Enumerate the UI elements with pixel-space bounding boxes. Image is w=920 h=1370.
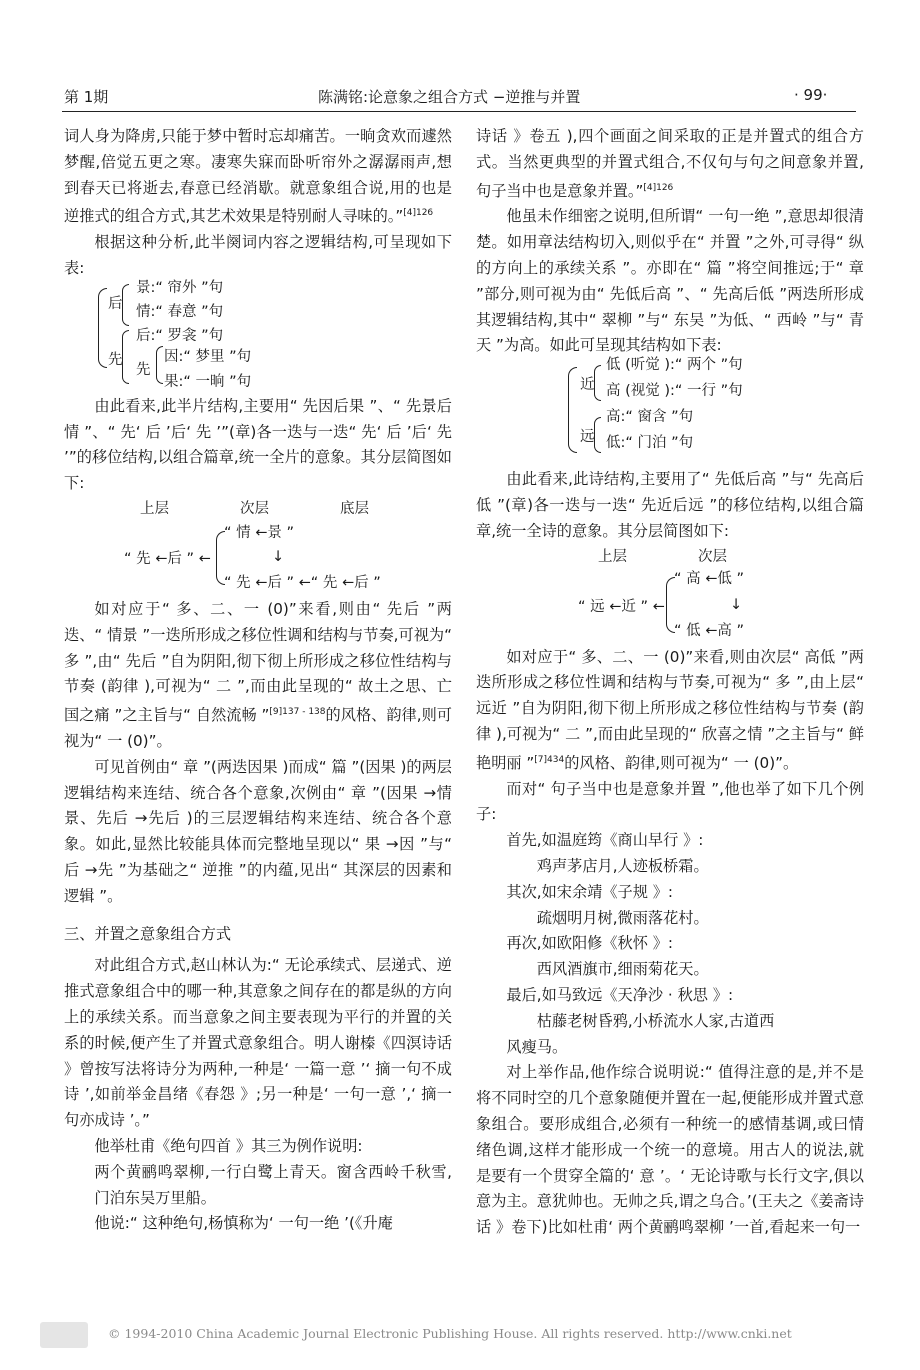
- paragraph: 他举杜甫《绝句四首 》其三为例作说明:: [94, 1137, 363, 1156]
- structure-tree: [64, 279, 452, 390]
- brace: [568, 367, 577, 453]
- layer-node: “ 远 ←近 ” ←: [578, 598, 665, 615]
- header-rule: [62, 111, 856, 112]
- example-intro: 再次,如欧阳修《秋怀 》:: [506, 934, 674, 953]
- layer-diagram: [64, 497, 452, 597]
- brace: [98, 288, 107, 368]
- tree-node: 近: [580, 377, 595, 394]
- tree-node: 远: [580, 429, 595, 446]
- layer-node: “ 低 ←高 ”: [674, 622, 745, 639]
- example-intro: 其次,如宋余靖《子规 》:: [506, 882, 674, 901]
- section-heading: 三、并置之意象组合方式: [64, 924, 232, 943]
- tree-leaf: 情:“ 春意 ”句: [136, 303, 224, 320]
- tree-leaf: 高 (视觉 ):“ 一行 ”句: [606, 383, 743, 400]
- tree-leaf: 高:“ 窗含 ”句: [606, 409, 694, 426]
- publisher-logo: [40, 1322, 88, 1348]
- brace: [156, 346, 163, 384]
- example-intro: 最后,如马致远《天净沙 · 秋思 》:: [506, 986, 734, 1005]
- brace: [122, 330, 129, 384]
- structure-tree: [476, 359, 864, 467]
- paragraph: 由此看来,此半片结构,主要用“ 先因后果 ”、“ 先景后情 ”、“ 先‘ 后 ’后‘ 先 ’”(章)各一迭与一迭“ 先‘ 后 ’后‘ 先 ’”的移位结构,以组合篇章,统一全片的意象。其分层简图如下:: [64, 396, 452, 493]
- paragraph: 词人身为降虏,只能于梦中暂时忘却痛苦。一晌贪欢而遽然梦醒,倍觉五更之寒。凄寒失寐而卧听帘外之潺潺雨声,想到春天已将逝去,春意已经消歇。就意象组合说,用的也是逆推式的组合方式,其艺术效果是特别耐人寻味的。”$^{[4]126}$: [64, 127, 452, 226]
- running-title: 陈满铭:论意象之组合方式 −逆推与并置: [318, 88, 581, 106]
- paragraph: 由此看来,此诗结构,主要用了“ 先低后高 ”与“ 先高后低 ”(章)各一迭与一迭“ 先近后远 ”的移位结构,以组合篇章,统一全诗的意象。其分层简图如下:: [476, 470, 864, 540]
- tree-node: 后: [108, 295, 123, 312]
- layer-heading: 次层: [698, 548, 727, 565]
- example-poem: 枯藤老树昏鸦,小桥流水人家,古道西: [536, 1011, 775, 1030]
- tree-leaf: 低 (听觉 ):“ 两个 ”句: [606, 357, 743, 374]
- example-intro: 首先,如温庭筠《商山早行 》:: [506, 831, 704, 850]
- page-number: · 99·: [794, 86, 828, 104]
- paragraph: 根据这种分析,此半阕词内容之逻辑结构,可呈现如下表:: [64, 233, 452, 278]
- example-poem: 西风酒旗市,细雨菊花天。: [536, 960, 709, 979]
- layer-node: “ 情 ←景 ”: [224, 525, 295, 542]
- copyright-footer: © 1994-2010 China Academic Journal Electronic Publishing House. All rights reserved. http://www.cnki.net: [108, 1326, 792, 1341]
- example-poem: 鸡声茅店月,人迹板桥霜。: [536, 857, 709, 876]
- tree-leaf: 因:“ 梦里 ”句: [164, 348, 252, 365]
- brace: [594, 417, 601, 453]
- layer-heading: 上层: [598, 548, 627, 565]
- paragraph: 可见首例由“ 章 ”(两迭因果 )而成“ 篇 ”(因果 )的两层逻辑结构来连结、统合各个意象,次例由“ 章 ”(因果 →情景、先后 →先后 )的三层逻辑结构来连结、统合各个意象。如此,显然比较能具体而完整地呈现以“ 果 →因 ”与“ 后 →先 ”为基础之“ 逆推 ”的内蕴,见出“ 其深层的因素和逻辑 ”。: [64, 757, 452, 905]
- paragraph: 如对应于“ 多、二、一 (0)”来看,则由次层“ 高低 ”两迭所形成之移位性调和结构与节奏,可视为“ 多 ”,由上层“ 远近 ”自为阴阳,彻下彻上所形成之移位性结构与节奏 (韵律 ),可视为“ 二 ”,而由此呈现的“ 欣喜之情 ”之主旨与“ 鲜艳明丽 ”$^{[7]434}$的风格、韵律,则可视为“ 一 (0)”。: [476, 647, 864, 772]
- layer-node: “ 高 ←低 ”: [674, 570, 745, 587]
- issue-number: 第 1期: [64, 88, 109, 106]
- brace: [122, 284, 129, 326]
- paragraph: 对此组合方式,赵山林认为:“ 无论承续式、层递式、逆推式意象组合中的哪一种,其意象之间存在的都是纵的方向上的承续关系。而当意象之间主要表现为平行的并置的关系的时候,便产生了并置式意象组合。明人谢榛《四溟诗话 》曾按写法将诗分为两种,一种是‘ 一篇一意 ’‘ 摘一句不成诗 ’,如前举金昌绪《春怨 》;另一种是‘ 一句一意 ’,‘ 摘一句亦成诗 ’。”: [64, 956, 452, 1130]
- example-poem: 疏烟明月树,微雨落花村。: [536, 908, 709, 927]
- left-column: [64, 124, 452, 1237]
- paragraph: 他虽未作细密之说明,但所谓“ 一句一绝 ”,意思却很清楚。如用章法结构切入,则似乎在“ 并置 ”之外,可寻得“ 纵的方向上的承续关系 ”。亦即在“ 篇 ”将空间推远;于“ 章 ”部分,则可视为由“ 先低后高 ”、“ 先高后低 ”两迭所形成其逻辑结构,其中“ 翠柳 ”与“ 东吴 ”为低、“ 西岭 ”与“ 青天 ”为高。如此可呈现其结构如下表:: [476, 207, 864, 355]
- paragraph: 他说:“ 这种绝句,杨慎称为‘ 一句一绝 ’(《升庵: [94, 1214, 393, 1233]
- right-column: [476, 124, 864, 1241]
- layer-heading: 次层: [240, 501, 269, 518]
- arrow-down: ↓: [730, 596, 743, 613]
- layer-heading: 上层: [140, 501, 169, 518]
- example-poem: 风瘦马。: [506, 1037, 568, 1056]
- layer-node: “ 先 ←后 ” ←: [124, 551, 211, 568]
- paragraph: 如对应于“ 多、二、一 (0)”来看,则由“ 先后 ”两迭、“ 情景 ”一迭所形成之移位性调和结构与节奏,可视为“ 多 ”,由“ 先后 ”自为阴阳,彻下彻上所形成之移位性结构与节奏 (韵律 ),可视为“ 二 ”,而由此呈现的“ 故土之思、亡国之痛 ”之主旨与“ 自然流畅 ”$^{[9]137 - 138}$的风格、韵律,则可视为“ 一 (0)”。: [64, 600, 452, 751]
- layer-node: “ 先 ←后 ” ←“ 先 ←后 ”: [224, 575, 381, 592]
- tree-leaf: 景:“ 帘外 ”句: [136, 279, 224, 296]
- tree-leaf: 后:“ 罗衾 ”句: [136, 327, 224, 344]
- poem-quote: 两个黄鹂鸣翠柳,一行白鹭上青天。窗含西岭千秋雪,门泊东吴万里船。: [94, 1162, 452, 1207]
- paragraph: 而对“ 句子当中也是意象并置 ”,他也举了如下几个例子:: [476, 779, 864, 824]
- paragraph: 对上举作品,他作综合说明说:“ 值得注意的是,并不是将不同时空的几个意象随便并置在一起,便能形成并置式意象组合。要形成组合,必须有一种统一的感情基调,或曰情绪色调,这样才能形成一个统一的意境。用古人的说法,就是要有一个贯穿全篇的‘ 意 ’。‘ 无论诗歌与长行文字,俱以意为主。意犹帅也。无帅之兵,谓之乌合。’(王夫之《姜斋诗话 》卷下)比如杜甫‘ 两个黄鹂鸣翠柳 ’一首,看起来一句一: [476, 1063, 864, 1237]
- layer-diagram: [476, 545, 864, 645]
- tree-node: 先: [136, 361, 151, 378]
- tree-node: 先: [108, 351, 123, 368]
- layer-heading: 底层: [340, 501, 369, 518]
- paragraph: 诗话 》卷五 ),四个画面之间采取的正是并置式的组合方式。当然更典型的并置式组合,不仅句与句之间意象并置,句子当中也是意象并置。”$^{[4]126}$: [476, 127, 864, 200]
- tree-leaf: 低:“ 门泊 ”句: [606, 435, 694, 452]
- arrow-down: ↓: [272, 549, 285, 566]
- brace: [594, 365, 601, 401]
- tree-leaf: 果:“ 一晌 ”句: [164, 373, 252, 390]
